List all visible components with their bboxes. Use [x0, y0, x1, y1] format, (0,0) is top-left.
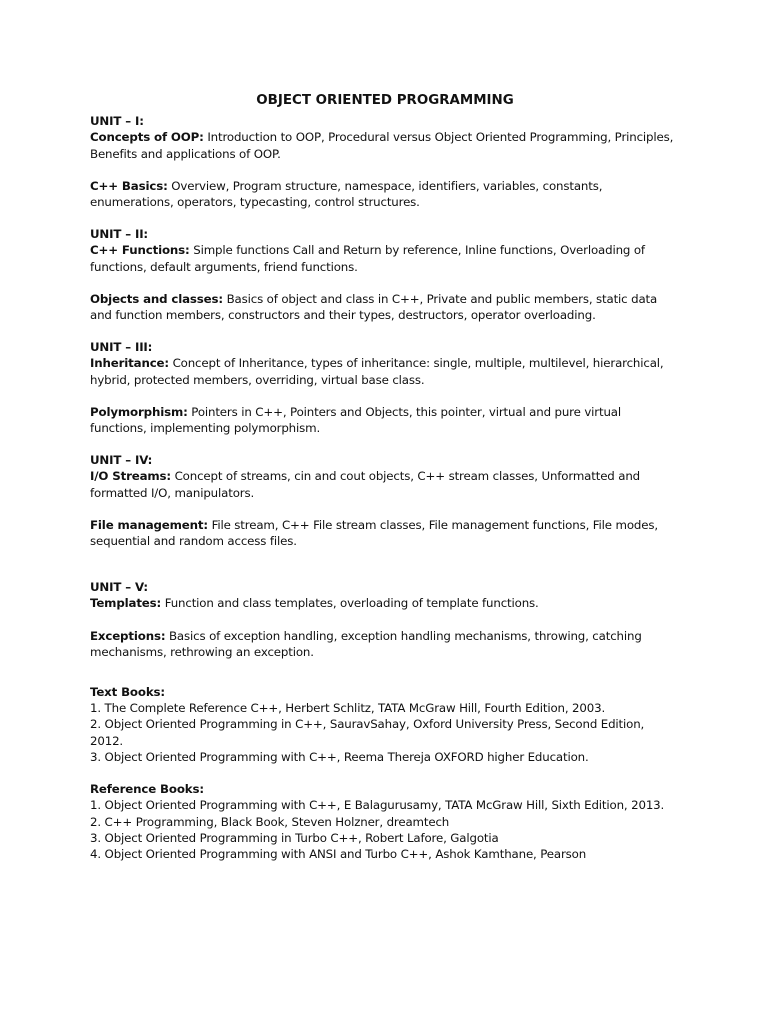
topic-label: File management:	[90, 517, 208, 532]
topic-text: Overview, Program structure, namespace, identifiers, variables, constants, enumerations, operators, typecasting, control structures.	[90, 178, 603, 210]
reference-books-section	[90, 781, 680, 862]
topic-label: Exceptions:	[90, 628, 166, 643]
section-heading: Text Books:	[90, 685, 165, 700]
topic-paragraph	[90, 178, 680, 210]
topic-label: C++ Basics:	[90, 178, 168, 193]
unit-1-section	[90, 113, 680, 210]
topic-paragraph	[90, 404, 680, 436]
unit-heading: UNIT – V:	[90, 580, 148, 595]
topic-paragraph	[90, 468, 680, 500]
unit-2-section	[90, 226, 680, 323]
topic-text: Basics of exception handling, exception handling mechanisms, throwing, catching mechanisms, rethrowing an exception.	[90, 628, 642, 659]
topic-label: Objects and classes:	[90, 291, 223, 306]
reference-books-list	[90, 797, 680, 862]
list-item: 4. Object Oriented Programming with ANSI and Turbo C++, Ashok Kamthane, Pearson	[90, 846, 587, 861]
topic-paragraph	[90, 517, 680, 549]
topic-label: Concepts of OOP:	[90, 130, 204, 145]
topic-text: Concept of Inheritance, types of inheritance: single, multiple, multilevel, hierarchical, hybrid, protected members, overriding, virtual base class.	[90, 356, 664, 387]
list-item: 3. Object Oriented Programming in Turbo C++, Robert Lafore, Galgotia	[90, 830, 499, 845]
topic-text: Basics of object and class in C++, Private and public members, static data and function members, constructors and their types, destructors, operator overloading.	[90, 291, 658, 323]
text-books-list	[90, 700, 680, 765]
unit-heading: UNIT – I:	[90, 114, 144, 129]
list-item: 3. Object Oriented Programming with C++, Reema Thereja OXFORD higher Education.	[90, 749, 589, 764]
list-item: 2. Object Oriented Programming in C++, SauravSahay, Oxford University Press, Second Edition, 2012.	[90, 717, 645, 748]
list-item: 2. C++ Programming, Black Book, Steven Holzner, dreamtech	[90, 814, 450, 829]
unit-heading: UNIT – IV:	[90, 453, 153, 468]
list-item: 1. Object Oriented Programming with C++, E Balagurusamy, TATA McGraw Hill, Sixth Edition, 2013.	[90, 798, 665, 813]
unit-4-section	[90, 452, 680, 549]
topic-label: C++ Functions:	[90, 243, 190, 258]
topic-paragraph	[90, 242, 680, 274]
topic-paragraph	[90, 129, 680, 161]
topic-paragraph	[90, 628, 680, 660]
topic-label: Inheritance:	[90, 356, 169, 371]
topic-text: Simple functions Call and Return by reference, Inline functions, Overloading of functions, default arguments, friend functions.	[90, 243, 645, 274]
topic-paragraph	[90, 595, 680, 611]
topic-paragraph	[90, 355, 680, 387]
unit-heading: UNIT – II:	[90, 227, 148, 242]
unit-heading: UNIT – III:	[90, 340, 153, 355]
topic-paragraph	[90, 291, 680, 323]
unit-3-section	[90, 339, 680, 436]
topic-label: I/O Streams:	[90, 469, 171, 484]
syllabus-document	[90, 93, 680, 862]
list-item: 1. The Complete Reference C++, Herbert Schlitz, TATA McGraw Hill, Fourth Edition, 2003.	[90, 701, 606, 716]
topic-text: Concept of streams, cin and cout objects, C++ stream classes, Unformatted and formatted I/O, manipulators.	[90, 469, 640, 500]
topic-label: Polymorphism:	[90, 404, 188, 419]
section-heading: Reference Books:	[90, 782, 204, 797]
topic-text: File stream, C++ File stream classes, File management functions, File modes, sequential and random access files.	[90, 517, 658, 549]
topic-text: Function and class templates, overloading of template functions.	[161, 596, 539, 611]
topic-text: Pointers in C++, Pointers and Objects, this pointer, virtual and pure virtual functions, implementing polymorphism.	[90, 404, 621, 436]
topic-text: Introduction to OOP, Procedural versus Object Oriented Programming, Principles, Benefits and applications of OOP.	[90, 130, 674, 161]
unit-5-section	[90, 579, 680, 660]
topic-label: Templates:	[90, 596, 162, 611]
page-title: OBJECT ORIENTED PROGRAMMING	[256, 93, 514, 108]
text-books-section	[90, 684, 680, 765]
